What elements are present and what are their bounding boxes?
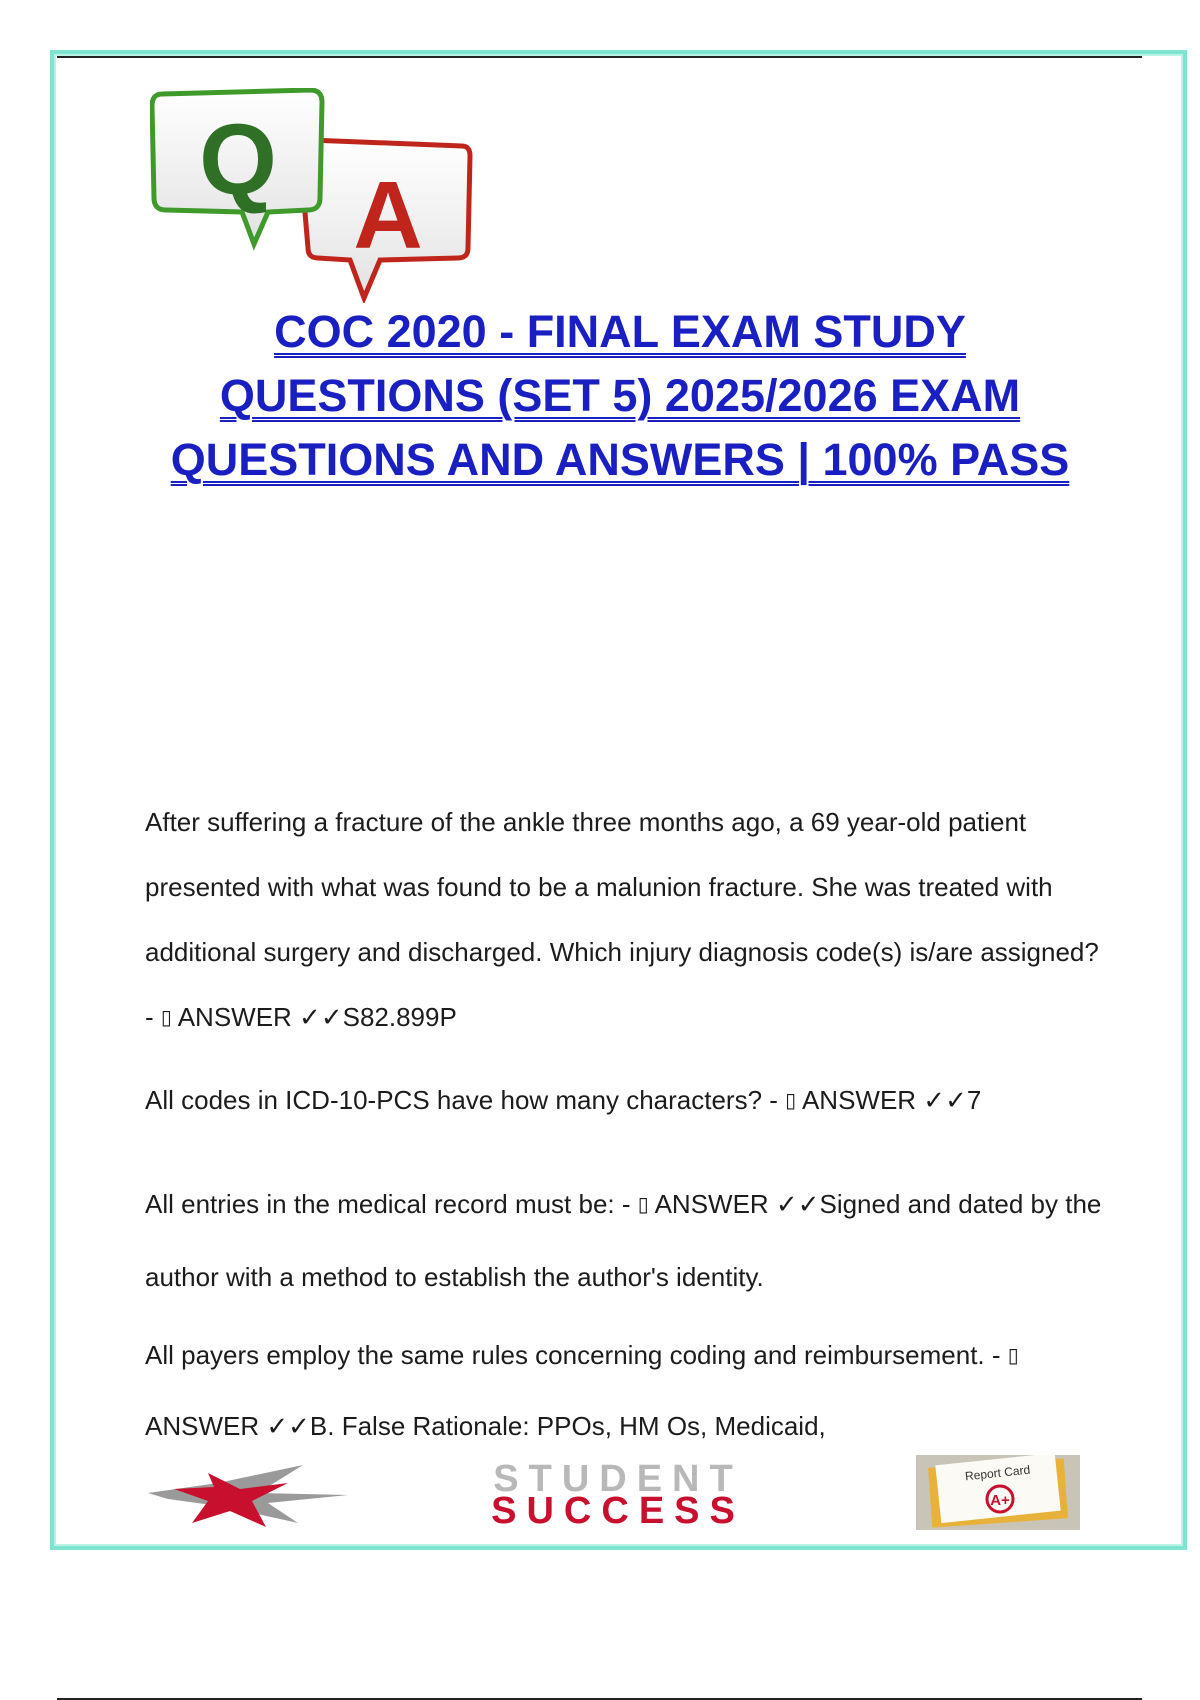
banner-line-success: SUCCESS xyxy=(491,1490,745,1530)
report-card-icon xyxy=(916,1455,1080,1530)
question-text: After suffering a fracture of the ankle three months ago, a 69 year-old patient presented with what was found to be a malunion fracture. She was treated with additional surgery and discharged. Which injury diagnosis code(s) is/are assigned? - xyxy=(145,807,1099,1032)
missing-glyph-icon: ▯ xyxy=(1007,1345,1019,1367)
qa-speech-bubbles-logo xyxy=(150,88,510,303)
missing-glyph-icon: ▯ xyxy=(785,1090,797,1112)
answer-text: ANSWER ✓✓S82.899P xyxy=(171,1002,457,1032)
answer-letter: A xyxy=(353,162,423,269)
question-text: All codes in ICD-10-PCS have how many characters? - xyxy=(145,1085,786,1115)
qa-item-3 xyxy=(145,1168,1105,1313)
question-text: All entries in the medical record must be: - xyxy=(145,1189,638,1219)
answer-text: ANSWER ✓✓7 xyxy=(796,1085,982,1115)
answer-text: ANSWER ✓✓B. False Rationale: PPOs, HM Os, Medicaid, xyxy=(145,1411,826,1441)
top-rule xyxy=(57,56,1142,58)
student-success-banner xyxy=(148,1455,1080,1530)
star-swoosh-icon xyxy=(148,1465,348,1527)
report-card-label: Report Card xyxy=(964,1462,1031,1484)
grade-text: A+ xyxy=(990,1492,1010,1509)
qa-item-1 xyxy=(145,790,1105,1051)
missing-glyph-icon: ▯ xyxy=(160,1007,172,1029)
answer-bubble-icon xyxy=(300,140,470,298)
banner-line-student: STUDENT xyxy=(493,1458,743,1500)
question-bubble-icon xyxy=(152,90,322,244)
qa-item-4 xyxy=(145,1320,1105,1461)
qa-item-2 xyxy=(145,1078,1105,1123)
missing-glyph-icon: ▯ xyxy=(637,1194,649,1216)
answer-text: ANSWER ✓✓Signed and dated by the author with a method to establish the author's identity. xyxy=(145,1189,1102,1292)
question-text: All payers employ the same rules concerning coding and reimbursement. - xyxy=(145,1340,1008,1370)
question-letter: Q xyxy=(199,104,277,216)
document-title: COC 2020 - FINAL EXAM STUDY QUESTIONS (SET 5) 2025/2026 EXAM QUESTIONS AND ANSWERS | 100% PASS xyxy=(170,306,1070,485)
